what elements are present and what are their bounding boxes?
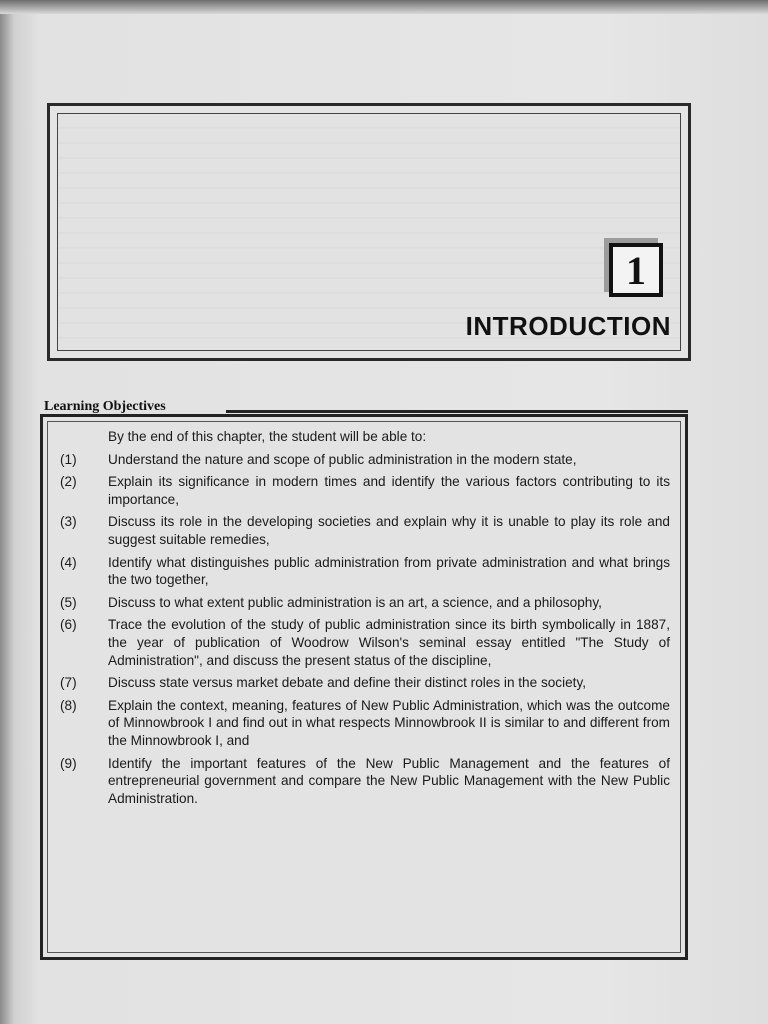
- objective-item: [58, 697, 670, 750]
- objective-text: Identify the important features of the New Public Management and the features of entrepreneurial government and compare the New Public Management with the New Public Administration.: [108, 755, 670, 806]
- objective-number: (7): [60, 675, 77, 691]
- objective-item: [58, 594, 670, 612]
- objective-number: (4): [60, 554, 77, 570]
- objective-number: (1): [60, 451, 77, 467]
- heading-rule: [226, 410, 688, 413]
- chapter-header-box: [47, 103, 691, 361]
- objective-text: Identify what distinguishes public administration from private administration and what brings the two together,: [108, 554, 670, 588]
- objective-number: (3): [60, 514, 77, 530]
- objectives-intro: By the end of this chapter, the student will be able to:: [108, 429, 427, 444]
- page-top-shadow: [0, 0, 768, 14]
- objective-item: [58, 451, 670, 469]
- objective-text: Explain its significance in modern times and identify the various factors contributing to its importance,: [108, 474, 670, 507]
- objective-number: (2): [60, 474, 77, 490]
- objective-item: [58, 473, 670, 508]
- objective-item: [58, 513, 670, 548]
- objective-item: [58, 554, 670, 589]
- objective-text: Discuss to what extent public administration is an art, a science, and a philosophy,: [108, 594, 602, 610]
- learning-objectives-heading: Learning Objectives: [44, 399, 166, 414]
- objective-text: Explain the context, meaning, features of New Public Administration, which was the outcome of Minnowbrook I and find out in what respects Minnowbrook II is similar to and different from the Minnowbrook I, and: [108, 697, 670, 748]
- objective-text: Discuss its role in the developing societies and explain why it is unable to play its role and suggest suitable remedies,: [108, 514, 670, 547]
- objective-text: Discuss state versus market debate and define their distinct roles in the society,: [108, 675, 587, 691]
- objective-item: [58, 674, 670, 692]
- objective-number: (6): [60, 617, 77, 633]
- objective-text: Trace the evolution of the study of public administration since its birth symbolically in 1887, the year of publication of Woodrow Wilson's seminal essay entitled "The Study of Administration", and discuss the present status of the discipline,: [108, 617, 670, 668]
- learning-objectives-list: [58, 428, 670, 812]
- objective-item: [58, 616, 670, 669]
- chapter-title: INTRODUCTION: [465, 311, 671, 341]
- objective-text: Understand the nature and scope of public administration in the modern state,: [108, 451, 577, 467]
- objective-number: (9): [60, 755, 77, 771]
- objective-items: [58, 451, 670, 808]
- objective-number: (8): [60, 697, 77, 713]
- objective-number: (5): [60, 594, 77, 610]
- objective-item: [58, 755, 670, 808]
- chapter-number: 1: [609, 243, 663, 297]
